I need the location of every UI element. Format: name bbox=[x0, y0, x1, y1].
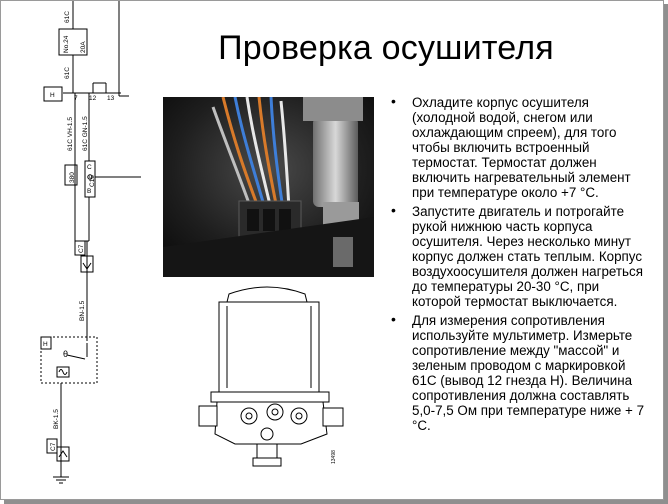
top-wire-label: 61C bbox=[64, 67, 71, 79]
connector-h-label: H bbox=[50, 92, 55, 99]
fuse-rating: 20A bbox=[80, 41, 87, 53]
pin-c-label: C bbox=[87, 164, 92, 171]
c15-label: C15 bbox=[89, 175, 96, 187]
fuse-label: 61C bbox=[64, 11, 71, 23]
heater-h-label: H bbox=[43, 341, 48, 348]
fuse-number: No.24 bbox=[63, 35, 70, 53]
box-380-label: 380 bbox=[69, 172, 76, 183]
pin-b-label: B bbox=[87, 188, 92, 195]
drawing-code: 13498 bbox=[331, 450, 337, 464]
wire-mid-label: BN-1.5 bbox=[79, 300, 86, 321]
pin-13-label: 13 bbox=[107, 95, 115, 102]
air-dryer-drawing bbox=[197, 284, 357, 470]
c7-label: C7 bbox=[78, 244, 85, 253]
wire-right-label: 61C GN-1.5 bbox=[82, 116, 89, 151]
instruction-item: • Охладите корпус осушителя (холодной водой, снегом или охлаждающим спреем), для того чтобы включить встроенный термостат. Термостат должен включить нагревательный элемент при температуре около +7 °С. bbox=[386, 95, 651, 200]
wiring-schematic bbox=[1, 1, 141, 499]
instruction-list bbox=[386, 95, 651, 437]
wire-bottom-label: BK-1.5 bbox=[53, 409, 60, 429]
connector-photo bbox=[163, 97, 374, 277]
pin-12-label: 12 bbox=[89, 95, 97, 102]
slide-title: Проверка осушителя bbox=[218, 29, 554, 67]
instruction-item: • Для измерения сопротивления используйте мультиметр. Измерьте сопротивление между "массой" и зеленым проводом с маркировкой 61С (вывод 12 гнезда Н). Величина сопротивления должна составлять 5,0-7,5 Ом при температуре ниже + 7 °С. bbox=[386, 313, 651, 433]
wire-left-label: 61C VH-1.5 bbox=[67, 117, 74, 151]
pin-7-label: 7 bbox=[74, 95, 78, 102]
c-bottom-label: C7 bbox=[50, 442, 57, 451]
instruction-item: • Запустите двигатель и потрогайте рукой нижнюю часть корпуса осушителя. Через несколько минут корпус должен стать теплым. Корпус воздухоосушителя должен нагреться до температуры 20-30 °С, при которой термостат выключается. bbox=[386, 204, 651, 309]
thermostat-symbol: θ bbox=[63, 349, 69, 359]
